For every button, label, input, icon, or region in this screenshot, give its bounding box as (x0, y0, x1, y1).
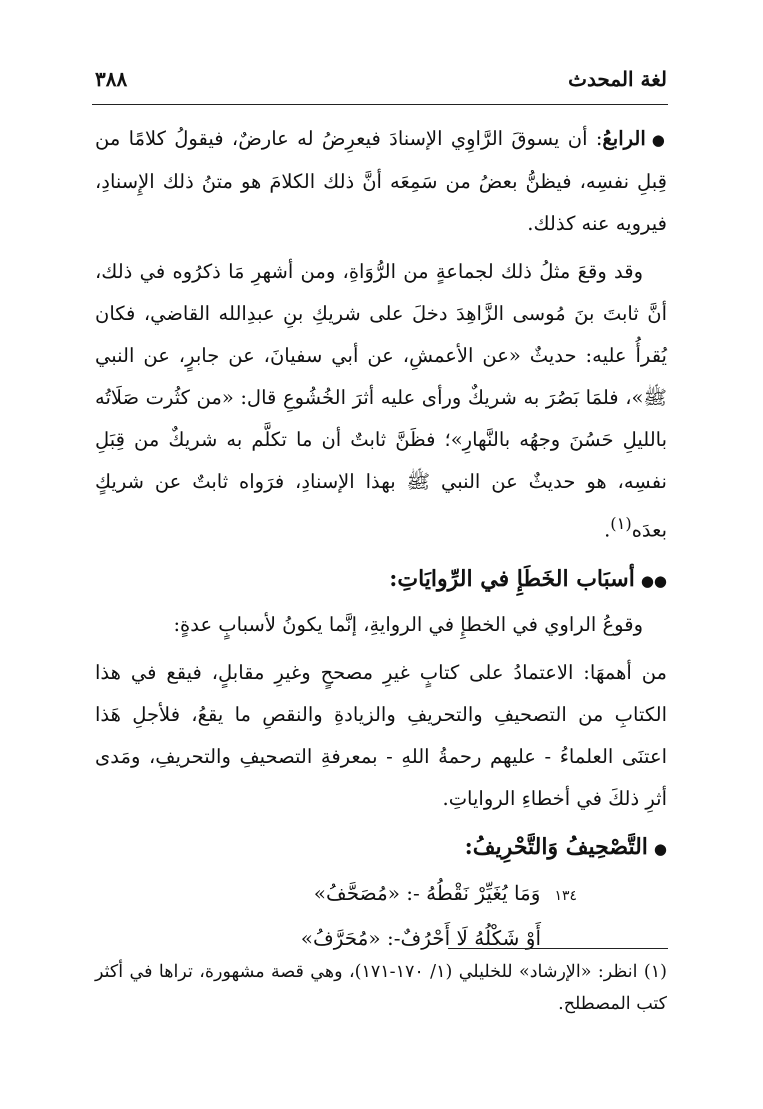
paragraph-intro (95, 604, 667, 646)
verse-line-1 (95, 872, 577, 917)
paragraph-fourth-reason (95, 118, 667, 245)
header-divider (92, 104, 668, 105)
heading-text: أسبَاب الخَطَإِ في الرِّوايَاتِ: (389, 565, 635, 592)
paragraph-text: وقد وقعَ مثلُ ذلك لجماعةٍ من الرُّوَاةِ، ومن أشهرِ مَا ذكرُوه في ذلك، أنَّ ثابتَ بنَ مُوسى الزَّاهِدَ دخلَ على شريكِ بنِ عبدِالله القاضي، فكان يُقرأُ عليه: حديثٌ «عن الأعمشِ، عن أبي سفيانَ، عن جابرٍ، عن النبي ﷺ»، فلمَا بَصُرَ به شريكٌ ورأى عليه أثرَ الخُشُوعِ قال: «من كثُرت صَلَاتُه بالليلِ حَسُنَ وجهُه بالنَّهارِ»؛ فظَنَّ ثابتٌ أن ما تكلَّم به شريكٌ من قِبَلِ نفسِه، هو حديثٌ عن النبي ﷺ بهذا الإسنادِ، فرَواه ثابتٌ عن شريكٍ بعدَه (95, 260, 667, 542)
poem-verse (95, 872, 667, 959)
section-heading-tashif (95, 826, 667, 870)
page-header (95, 62, 667, 96)
verse-line-2 (95, 917, 577, 959)
paragraph-causes (95, 652, 667, 820)
paragraph-text: : أن يسوقَ الرَّاوِي الإسنادَ فيعرِضُ له عارضٌ، فيقولُ كلامًا من قِبلِ نفسِه، فيظنُّ بعضُ من سَمِعَه أنَّ ذلك الكلامَ هو متنُ ذلك الإِسنادِ، فيرويه عنه كذلك. (95, 127, 667, 235)
verse-text: أَوْ شَكْلُهُ لَا أَحْرُفٌ-: «مُحَرَّفُ» (300, 925, 541, 950)
main-text (95, 118, 667, 959)
verse-number: ١٣٤ (554, 887, 577, 904)
section-heading-errors (95, 558, 667, 602)
paragraph-text: وقوعُ الراوي في الخطإِ في الروايةِ، إنَّما يكونُ لأسبابٍ عدةٍ: (173, 612, 643, 636)
bullet-icon: ● (651, 131, 667, 149)
book-title: لغة المحدث (568, 67, 667, 91)
double-bullet-icon: ●● (640, 571, 667, 590)
heading-text: التَّصْحِيفُ وَالتَّحْرِيفُ: (464, 833, 648, 860)
footnote-reference: (١) (610, 514, 632, 533)
paragraph-example (95, 251, 667, 552)
bullet-icon: ● (653, 839, 667, 858)
footnote-divider (448, 948, 668, 949)
footnote: (١) انظر: «الإرشاد» للخليلي (١/ ١٧٠-١٧١)، وهي قصة مشهورة، تراها في أكثر كتب المصطلح. (95, 962, 667, 1014)
paragraph-end: . (604, 518, 611, 542)
page-number: ٣٨٨ (95, 67, 128, 91)
verse-text: وَمَا يُغَيِّرْ نَقْطُهُ -: «مُصَحَّفُ» (313, 880, 541, 905)
paragraph-text: من أهمهَا: الاعتمادُ على كتابٍ غيرِ مصححٍ وغيرِ مقابلٍ، فيقع في هذا الكتابِ من التصحيفِ والتحريفِ والزيادةِ والنقصِ ما يقعُ، فلأجلِ هَذا اعتنَى العلماءُ - عليهم رحمةُ اللهِ - بمعرفةِ التصحيفِ والتحريفِ، ومَدى أثرِ ذلكَ في أخطاءِ الرواياتِ. (95, 660, 667, 810)
paragraph-label: الرابعُ (602, 127, 646, 150)
